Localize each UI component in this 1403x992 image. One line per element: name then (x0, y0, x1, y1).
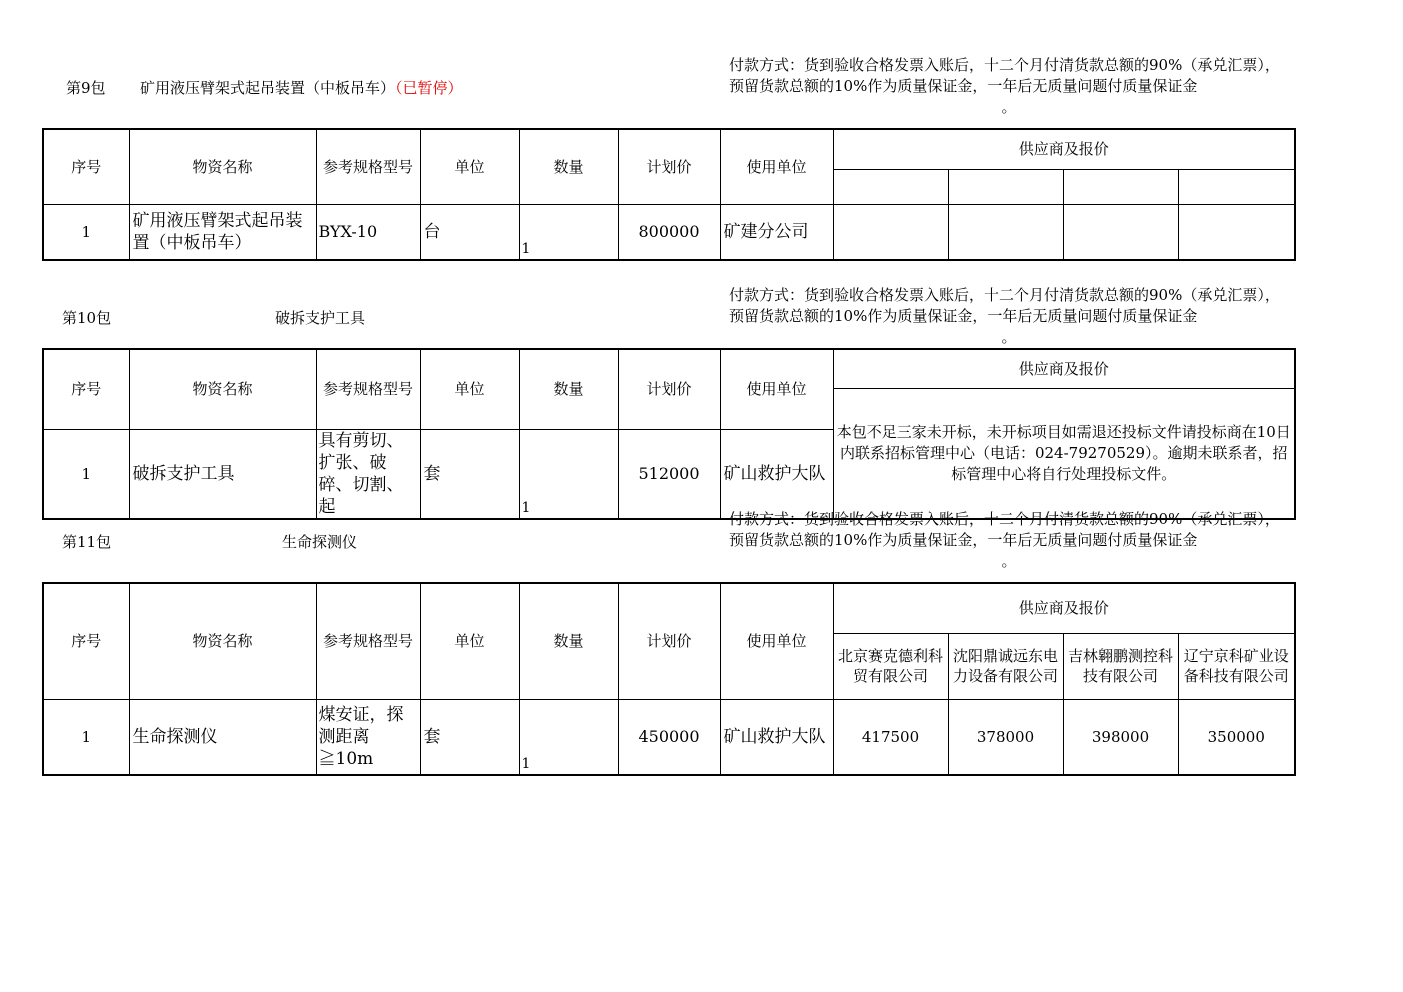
header-price: 计划价 (618, 583, 720, 699)
cell-qty: 1 (519, 699, 618, 775)
header-name: 物资名称 (129, 349, 316, 429)
cell-seq: 1 (43, 204, 129, 260)
cell-unit: 台 (420, 204, 519, 260)
supplier-name: 吉林翱鹏测控科技有限公司 (1063, 633, 1178, 699)
supplier-quote: 350000 (1178, 699, 1295, 775)
cell-name: 生命探测仪 (129, 699, 316, 775)
cell-price: 512000 (618, 429, 720, 519)
header-name: 物资名称 (129, 583, 316, 699)
supplier-cell (833, 169, 948, 204)
supplier-cell (948, 169, 1063, 204)
payment-text: 付款方式：货到验收合格发票入账后，十二个月付清货款总额的90%（承兑汇票），预留货款总额的10%作为质量保证金，一年后无质量问题付质量保证金 (729, 510, 1280, 549)
supplier-quote: 378000 (948, 699, 1063, 775)
package-10-title: 破拆支护工具 (275, 309, 366, 327)
cell-spec: 具有剪切、扩张、破碎、切割、起 (316, 429, 420, 519)
header-name: 物资名称 (129, 129, 316, 204)
cell-qty: 1 (519, 204, 618, 260)
supplier-quote: 417500 (833, 699, 948, 775)
package-10-label: 第10包 (62, 309, 112, 327)
header-price: 计划价 (618, 129, 720, 204)
payment-tail: 。 (1001, 552, 1017, 570)
package-11-label: 第11包 (62, 533, 112, 551)
package-9-payment-terms (729, 55, 1289, 118)
header-qty: 数量 (519, 583, 618, 699)
header-price: 计划价 (618, 349, 720, 429)
package-9-status: （已暂停） (395, 79, 463, 97)
header-user: 使用单位 (720, 349, 833, 429)
header-unit: 单位 (420, 349, 519, 429)
package-10-payment-terms (729, 285, 1289, 348)
package-9-label: 第9包 (66, 79, 106, 97)
cell-name: 矿用液压臂架式起吊装置（中板吊车） (129, 204, 316, 260)
header-supplier: 供应商及报价 (833, 349, 1295, 388)
supplier-cell (1178, 169, 1295, 204)
package-9-title (140, 77, 463, 98)
cell-seq: 1 (43, 699, 129, 775)
cell-user: 矿山救护大队 (720, 429, 833, 519)
header-user: 使用单位 (720, 583, 833, 699)
header-seq: 序号 (43, 129, 129, 204)
cell-user: 矿建分公司 (720, 204, 833, 260)
payment-text: 付款方式：货到验收合格发票入账后，十二个月付清货款总额的90%（承兑汇票），预留货款总额的10%作为质量保证金，一年后无质量问题付质量保证金 (729, 286, 1280, 325)
supplier-quote: 398000 (1063, 699, 1178, 775)
header-unit: 单位 (420, 583, 519, 699)
package-10-table (42, 348, 1296, 520)
cell-user: 矿山救护大队 (720, 699, 833, 775)
header-supplier: 供应商及报价 (833, 129, 1295, 169)
cell-qty: 1 (519, 429, 618, 519)
supplier-name: 辽宁京科矿业设备科技有限公司 (1178, 633, 1295, 699)
quote-cell (833, 204, 948, 260)
cell-spec: 煤安证，探测距离≧10m (316, 699, 420, 775)
cell-seq: 1 (43, 429, 129, 519)
header-qty: 数量 (519, 129, 618, 204)
header-unit: 单位 (420, 129, 519, 204)
header-seq: 序号 (43, 349, 129, 429)
quote-cell (1063, 204, 1178, 260)
supplier-cell (1063, 169, 1178, 204)
table-row (43, 204, 1295, 260)
cell-spec: BYX-10 (316, 204, 420, 260)
header-spec: 参考规格型号 (316, 583, 420, 699)
cell-name: 破拆支护工具 (129, 429, 316, 519)
header-qty: 数量 (519, 349, 618, 429)
quote-cell (1178, 204, 1295, 260)
cell-price: 450000 (618, 699, 720, 775)
header-seq: 序号 (43, 583, 129, 699)
cell-unit: 套 (420, 429, 519, 519)
payment-tail: 。 (1001, 328, 1017, 346)
payment-tail: 。 (1001, 98, 1017, 116)
package-11-table (42, 582, 1296, 776)
package-9-title-text: 矿用液压臂架式起吊装置（中板吊车） (140, 79, 396, 97)
package-10-notice: 本包不足三家未开标，未开标项目如需退还投标文件请投标商在10日内联系招标管理中心（电话：024-79270529）。逾期未联系者，招标管理中心将自行处理投标文件。 (833, 388, 1295, 519)
quote-cell (948, 204, 1063, 260)
payment-text: 付款方式：货到验收合格发票入账后，十二个月付清货款总额的90%（承兑汇票），预留货款总额的10%作为质量保证金，一年后无质量问题付质量保证金 (729, 56, 1280, 95)
header-supplier: 供应商及报价 (833, 583, 1295, 633)
header-spec: 参考规格型号 (316, 349, 420, 429)
table-row (43, 699, 1295, 775)
supplier-name: 沈阳鼎诚远东电力设备有限公司 (948, 633, 1063, 699)
package-11-title: 生命探测仪 (282, 533, 358, 551)
cell-unit: 套 (420, 699, 519, 775)
package-9-table (42, 128, 1296, 261)
package-11-payment-terms (729, 509, 1289, 572)
header-spec: 参考规格型号 (316, 129, 420, 204)
supplier-name: 北京赛克德利科贸有限公司 (833, 633, 948, 699)
header-user: 使用单位 (720, 129, 833, 204)
cell-price: 800000 (618, 204, 720, 260)
